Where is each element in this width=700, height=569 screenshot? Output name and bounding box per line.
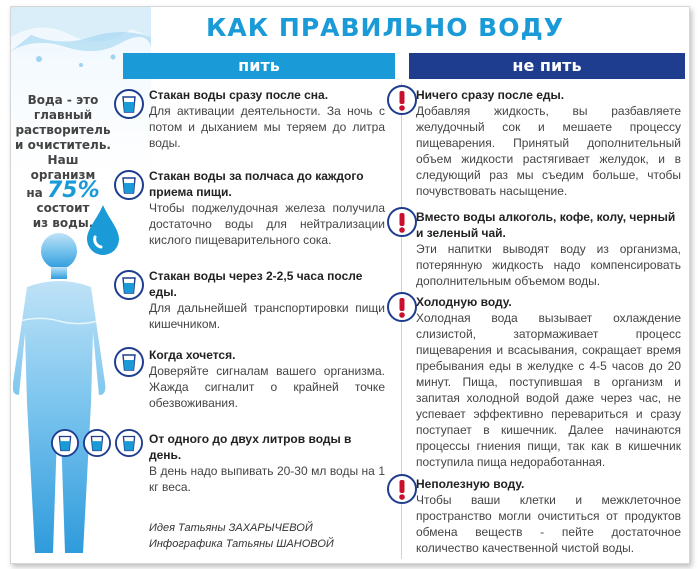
no-drink-item-body: Добавляя жидкость, вы разбавляете желудочный сок и мешаете процессу пищеварения. Принятый дополнительный объем жидкости растягивает желудок, и в следующий раз мы съедим больше, чтобы почувствовать насыщение. — [416, 104, 681, 198]
drink-item-heading: От одного до двух литров воды в день. — [149, 432, 352, 462]
intro-na: на — [26, 186, 43, 200]
no-drink-item-heading: Ничего сразу после еды. — [416, 88, 565, 102]
intro-line: из воды. — [32, 216, 94, 230]
no-drink-header: не пить — [409, 53, 685, 79]
warning-icon — [387, 207, 417, 237]
drink-item — [149, 168, 385, 248]
drink-item-body: Чтобы поджелудочная железа получила достаточно воды для нейтрализации кислого пищеварительного сока. — [149, 201, 385, 247]
warning-icon — [387, 474, 417, 504]
intro-line-percent — [15, 178, 111, 203]
water-glass-icon — [114, 347, 144, 377]
intro-line: состоит — [36, 201, 90, 215]
no-drink-item — [416, 294, 681, 470]
no-drink-item-heading: Неполезную воду. — [416, 477, 525, 491]
drink-item — [149, 347, 385, 411]
drink-item-body: Для активации деятельности. За ночь с потом и дыханием мы теряем до литра воды. — [149, 104, 385, 150]
no-drink-item-body: Холодная вода вызывает охлаждение слизистой, затормаживает процесс пищеварения и всасывания, сокращает время пребывания еды в желудке с 4-5 часов до 20 минут. Пища, поступившая в организм и запитая холодной водой даже через час, не успевает эффективно перевариться и сразу поступает в кишечник. Далее начинаются процессы гниения пищи, так как в кишечник поступила пища недоработанная. — [416, 311, 681, 469]
credit-infographic: Инфографика Татьяны ШАНОВОЙ — [149, 538, 334, 550]
water-glass-icon — [114, 170, 144, 200]
drink-item-heading: Стакан воды за полчаса до каждого приема пищи. — [149, 169, 364, 199]
intro-line: Наш организм — [30, 153, 96, 182]
no-drink-item — [416, 209, 681, 289]
drink-item — [149, 268, 385, 332]
percent-value: 75% — [46, 178, 100, 203]
warning-icon — [387, 85, 417, 115]
infographic — [10, 6, 690, 564]
water-glass-icon — [51, 429, 79, 457]
drink-item-body: Для дальнейшей транспортировки пищи кишечником. — [149, 301, 385, 331]
drink-header: пить — [123, 53, 395, 79]
drink-item-body: Доверяйте сигналам вашего организма. Жажда сигналит о крайней точке обезвоживания. — [149, 364, 385, 410]
intro-line: растворитель — [15, 123, 111, 137]
drink-item-body: В день надо выпивать 20-30 мл воды на 1 кг веса. — [149, 464, 385, 494]
warning-icon — [387, 292, 417, 322]
credit-idea: Идея Татьяны ЗАХАРЫЧЕВОЙ — [149, 522, 313, 534]
intro-line: главный — [33, 108, 93, 122]
no-drink-item — [416, 87, 681, 199]
no-drink-item-heading: Холодную воду. — [416, 295, 512, 309]
water-glass-icon — [83, 429, 111, 457]
no-drink-item-body: Эти напитки выводят воду из организма, потерянную жидкость надо компенсировать дополнительным объемом воды. — [416, 242, 681, 288]
intro-line: Вода - это — [27, 93, 99, 107]
water-glass-icon — [115, 429, 143, 457]
no-drink-item-heading: Вместо воды алкоголь, кофе, колу, черный и зеленый чай. — [416, 210, 676, 240]
intro-line: и очиститель. — [15, 138, 111, 152]
drink-item-heading: Когда хочется. — [149, 348, 236, 362]
water-glass-icon — [114, 89, 144, 119]
drink-item — [149, 87, 385, 151]
drink-item-heading: Стакан воды через 2-2,5 часа после еды. — [149, 269, 363, 299]
no-drink-item-body: Чтобы ваши клетки и межклеточное пространство могли очиститься от продуктов обмена веществ - пейте достаточное количество качественной чистой воды. — [416, 493, 681, 555]
page-title: КАК ПРАВИЛЬНО ВОДУ — [205, 13, 565, 42]
water-glass-icon — [114, 270, 144, 300]
drink-item — [149, 431, 385, 495]
no-drink-item — [416, 476, 681, 556]
drink-item-heading: Стакан воды сразу после сна. — [149, 88, 329, 102]
